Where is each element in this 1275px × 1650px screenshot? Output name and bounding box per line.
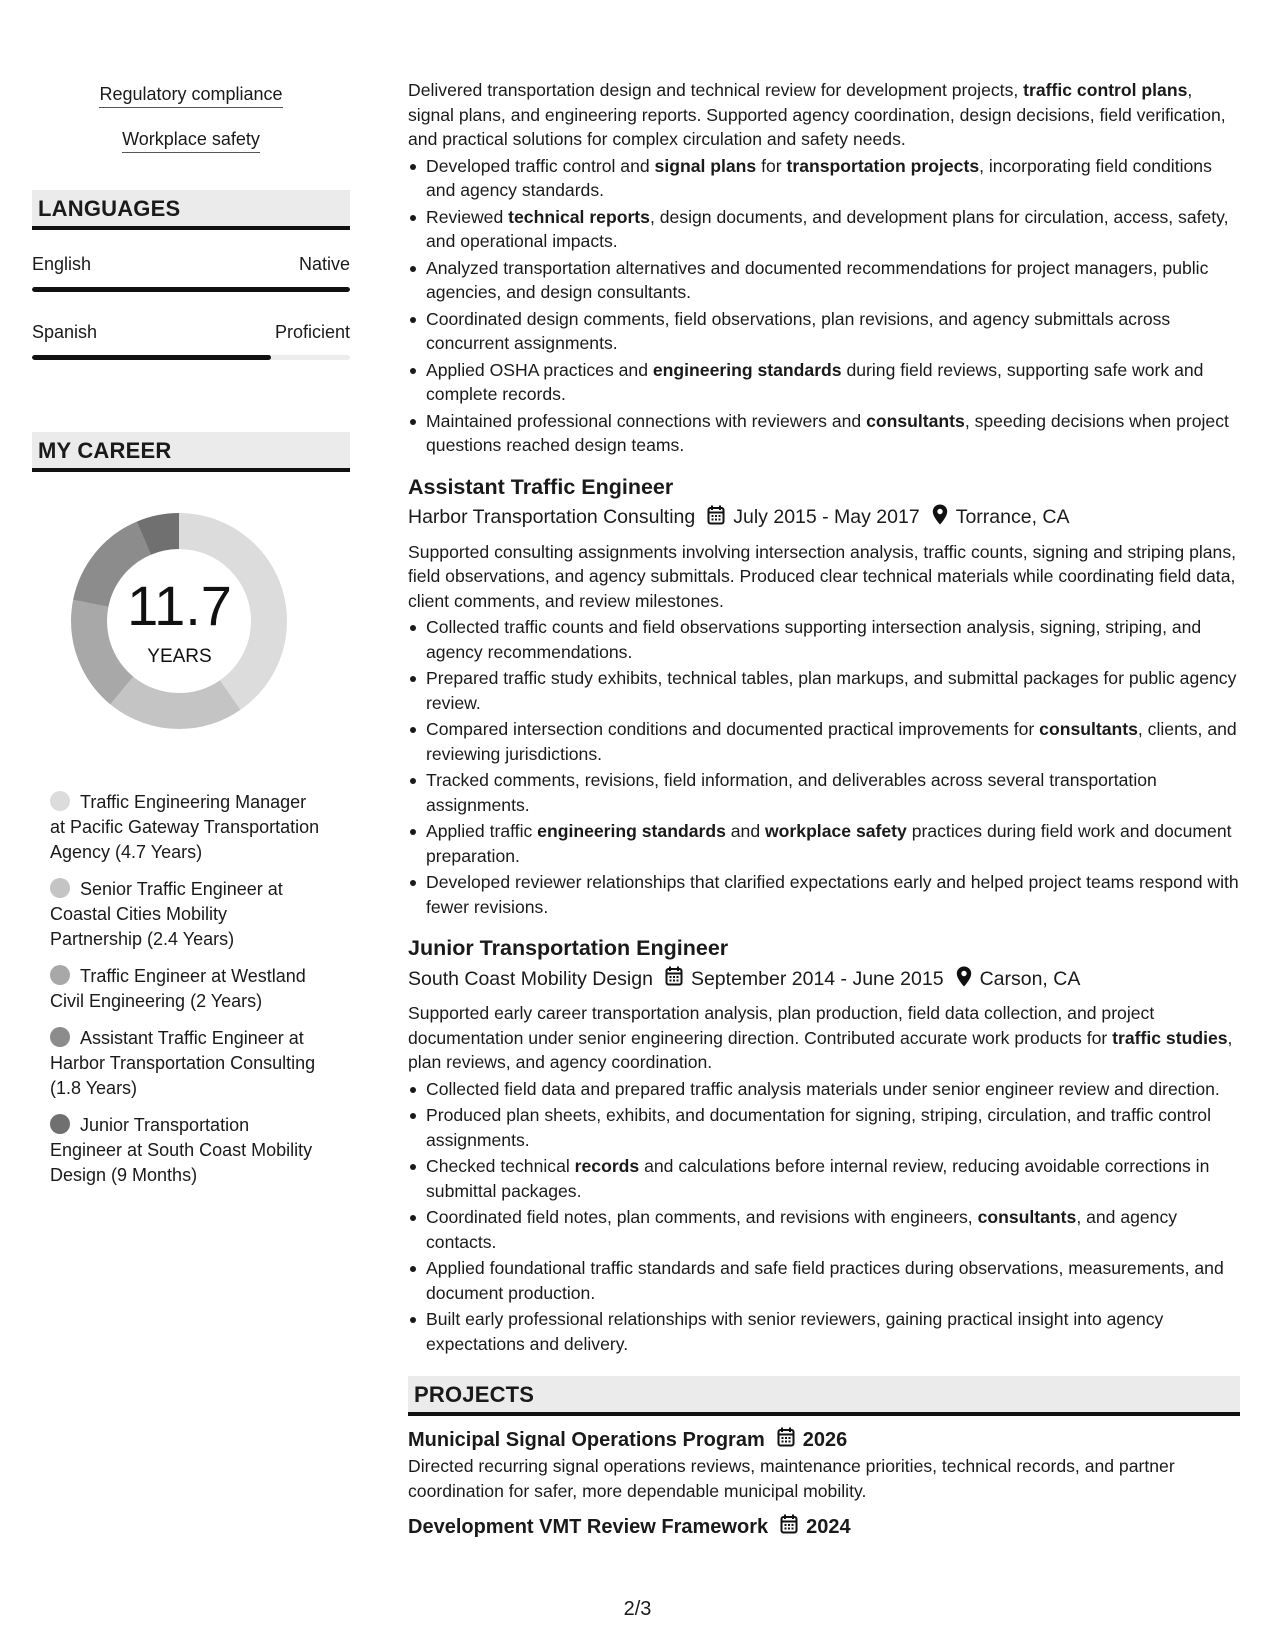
left-column <box>32 84 350 1200</box>
bullet-item: Checked technical records and calculations before internal review, reducing avoidable corrections in submittal packages. <box>408 1154 1240 1203</box>
job-location: Torrance, CA <box>955 506 1070 528</box>
bullet-item: Applied traffic engineering standards and workplace safety practices during field work and document preparation. <box>408 819 1240 868</box>
career-total-unit: YEARS <box>147 646 212 667</box>
bullet-item: Collected field data and prepared traffic analysis materials under senior engineer review and direction. <box>408 1077 1240 1102</box>
bullet-item: Applied OSHA practices and engineering standards during field reviews, supporting safe work and complete records. <box>408 358 1240 407</box>
career-donut-chart <box>32 506 350 746</box>
project-year: 2026 <box>802 1428 848 1451</box>
job-title: Junior Transportation Engineer <box>408 936 729 960</box>
bullet-item: Produced plan sheets, exhibits, and documentation for signing, striping, circulation, and traffic control assignments. <box>408 1103 1240 1152</box>
language-name: Spanish <box>32 322 98 342</box>
location-pin-icon <box>956 966 972 993</box>
job-title: Assistant Traffic Engineer <box>408 474 674 499</box>
language-name: English <box>32 254 92 274</box>
bullet-item: Analyzed transportation alternatives and documented recommendations for project managers, public agencies, and design consultants. <box>408 256 1240 305</box>
languages-heading: LANGUAGES <box>32 190 350 230</box>
language-level: Proficient <box>274 322 350 342</box>
bullet-item: Coordinated field notes, plan comments, and revisions with engineers, consultants, and agency contacts. <box>408 1205 1240 1254</box>
project-title-row <box>408 1426 1240 1454</box>
bullet-item: Reviewed technical reports, design documents, and development plans for circulation, access, safety, and operational impacts. <box>408 205 1240 254</box>
skill-link-1[interactable]: Workplace safety <box>32 129 350 174</box>
language-bar <box>32 287 350 292</box>
career-legend-item: Traffic Engineer at Westland Civil Engineering (2 Years) <box>50 966 306 1011</box>
job-company: South Coast Mobility Design <box>408 967 653 990</box>
intro-summary: Delivered transportation design and technical review for development projects, traffic control plans, signal plans, and engineering reports. Supported agency coordination, design decisions, field verification, and practical solutions for complex circulation and safety needs. <box>408 80 1226 149</box>
bullet-item: Developed reviewer relationships that clarified expectations early and helped project teams respond with fewer revisions. <box>408 870 1240 919</box>
job-location: Carson, CA <box>979 967 1081 990</box>
bullet-item: Prepared traffic study exhibits, technical tables, plan markups, and submittal packages for public agency review. <box>408 666 1240 715</box>
experience-intro <box>408 78 1240 458</box>
skill-link-0[interactable]: Regulatory compliance <box>32 84 350 129</box>
page-number: 2/3 <box>623 1598 652 1620</box>
language-item-english <box>32 254 350 292</box>
calendar-icon <box>665 966 683 992</box>
language-bar-fill <box>32 287 350 292</box>
job-meta <box>408 965 1240 993</box>
calendar-icon <box>707 505 725 531</box>
calendar-icon <box>780 1514 798 1540</box>
calendar-icon <box>777 1427 795 1453</box>
career-legend-item: Junior Transportation Engineer at South Coast Mobility Design (9 Months) <box>50 1115 313 1185</box>
bullet-item: Developed traffic control and signal plans for transportation projects, incorporating field conditions and agency standards. <box>408 154 1240 203</box>
project-title: Municipal Signal Operations Program <box>408 1428 765 1451</box>
legend-dot-3 <box>50 1027 70 1047</box>
project-title: Development VMT Review Framework <box>408 1515 769 1538</box>
right-column <box>408 78 1240 1541</box>
bullet-item: Applied foundational traffic standards and safe field practices during observations, measurements, and document production. <box>408 1256 1240 1305</box>
language-bar <box>32 355 350 360</box>
bullet-item: Tracked comments, revisions, field information, and deliverables across several transportation assignments. <box>408 768 1240 817</box>
career-total-years: 11.7 <box>127 574 232 637</box>
project-year: 2024 <box>806 1515 851 1538</box>
project-entry <box>408 1513 1240 1541</box>
bullet-item: Compared intersection conditions and documented practical improvements for consultants, clients, and reviewing jurisdictions. <box>408 717 1240 766</box>
job-dates: September 2014 - June 2015 <box>690 967 944 990</box>
bullet-item: Maintained professional connections with reviewers and consultants, speeding decisions when project questions reached design teams. <box>408 409 1240 458</box>
projects-heading: PROJECTS <box>408 1376 1240 1416</box>
job-bullets <box>408 1077 1240 1357</box>
legend-dot-1 <box>50 878 70 898</box>
bullet-item: Collected traffic counts and field observations supporting intersection analysis, signing, striping, and agency recommendations. <box>408 615 1240 664</box>
bullet-item: Built early professional relationships with senior reviewers, gaining practical insight into agency expectations and delivery. <box>408 1307 1240 1356</box>
job-entry-junior-transportation-engineer <box>408 933 1240 1356</box>
language-level: Native <box>298 254 350 274</box>
job-bullets <box>408 615 1240 919</box>
career-legend-item: Senior Traffic Engineer at Coastal Cities Mobility Partnership (2.4 Years) <box>50 879 283 949</box>
job-summary: Supported early career transportation analysis, plan production, field data collection, and project documentation under senior engineering direction. Contributed accurate work products for traffic studies, plan reviews, and agency coordination. <box>408 1003 1233 1072</box>
job-summary: Supported consulting assignments involving intersection analysis, traffic counts, signing and striping plans, field observations, and agency submittals. Produced clear technical materials while coordinating field data, client comments, and review milestones. <box>408 541 1237 611</box>
bullet-item: Coordinated design comments, field observations, plan revisions, and agency submittals across concurrent assignments. <box>408 307 1240 356</box>
language-bar-fill <box>32 355 271 360</box>
career-legend-item: Assistant Traffic Engineer at Harbor Transportation Consulting (1.8 Years) <box>50 1028 316 1098</box>
job-dates: July 2015 - May 2017 <box>733 506 920 528</box>
intro-bullets <box>408 154 1240 458</box>
project-description: Directed recurring signal operations reviews, maintenance priorities, technical records, and partner coordination for safer, more dependable municipal mobility. <box>408 1456 1175 1501</box>
career-heading: MY CAREER <box>32 432 350 472</box>
career-legend <box>32 790 322 1188</box>
location-pin-icon <box>932 504 948 531</box>
legend-dot-2 <box>50 965 70 985</box>
legend-dot-0 <box>50 791 70 811</box>
language-item-spanish <box>32 322 350 360</box>
job-entry-assistant-traffic-engineer <box>408 472 1240 920</box>
legend-dot-4 <box>50 1114 70 1134</box>
project-entry <box>408 1426 1240 1503</box>
job-company: Harbor Transportation Consulting <box>408 506 696 528</box>
job-meta <box>408 504 1240 532</box>
career-legend-item: Traffic Engineering Manager at Pacific Gateway Transportation Agency (4.7 Years) <box>50 792 320 862</box>
project-title-row <box>408 1513 1240 1541</box>
